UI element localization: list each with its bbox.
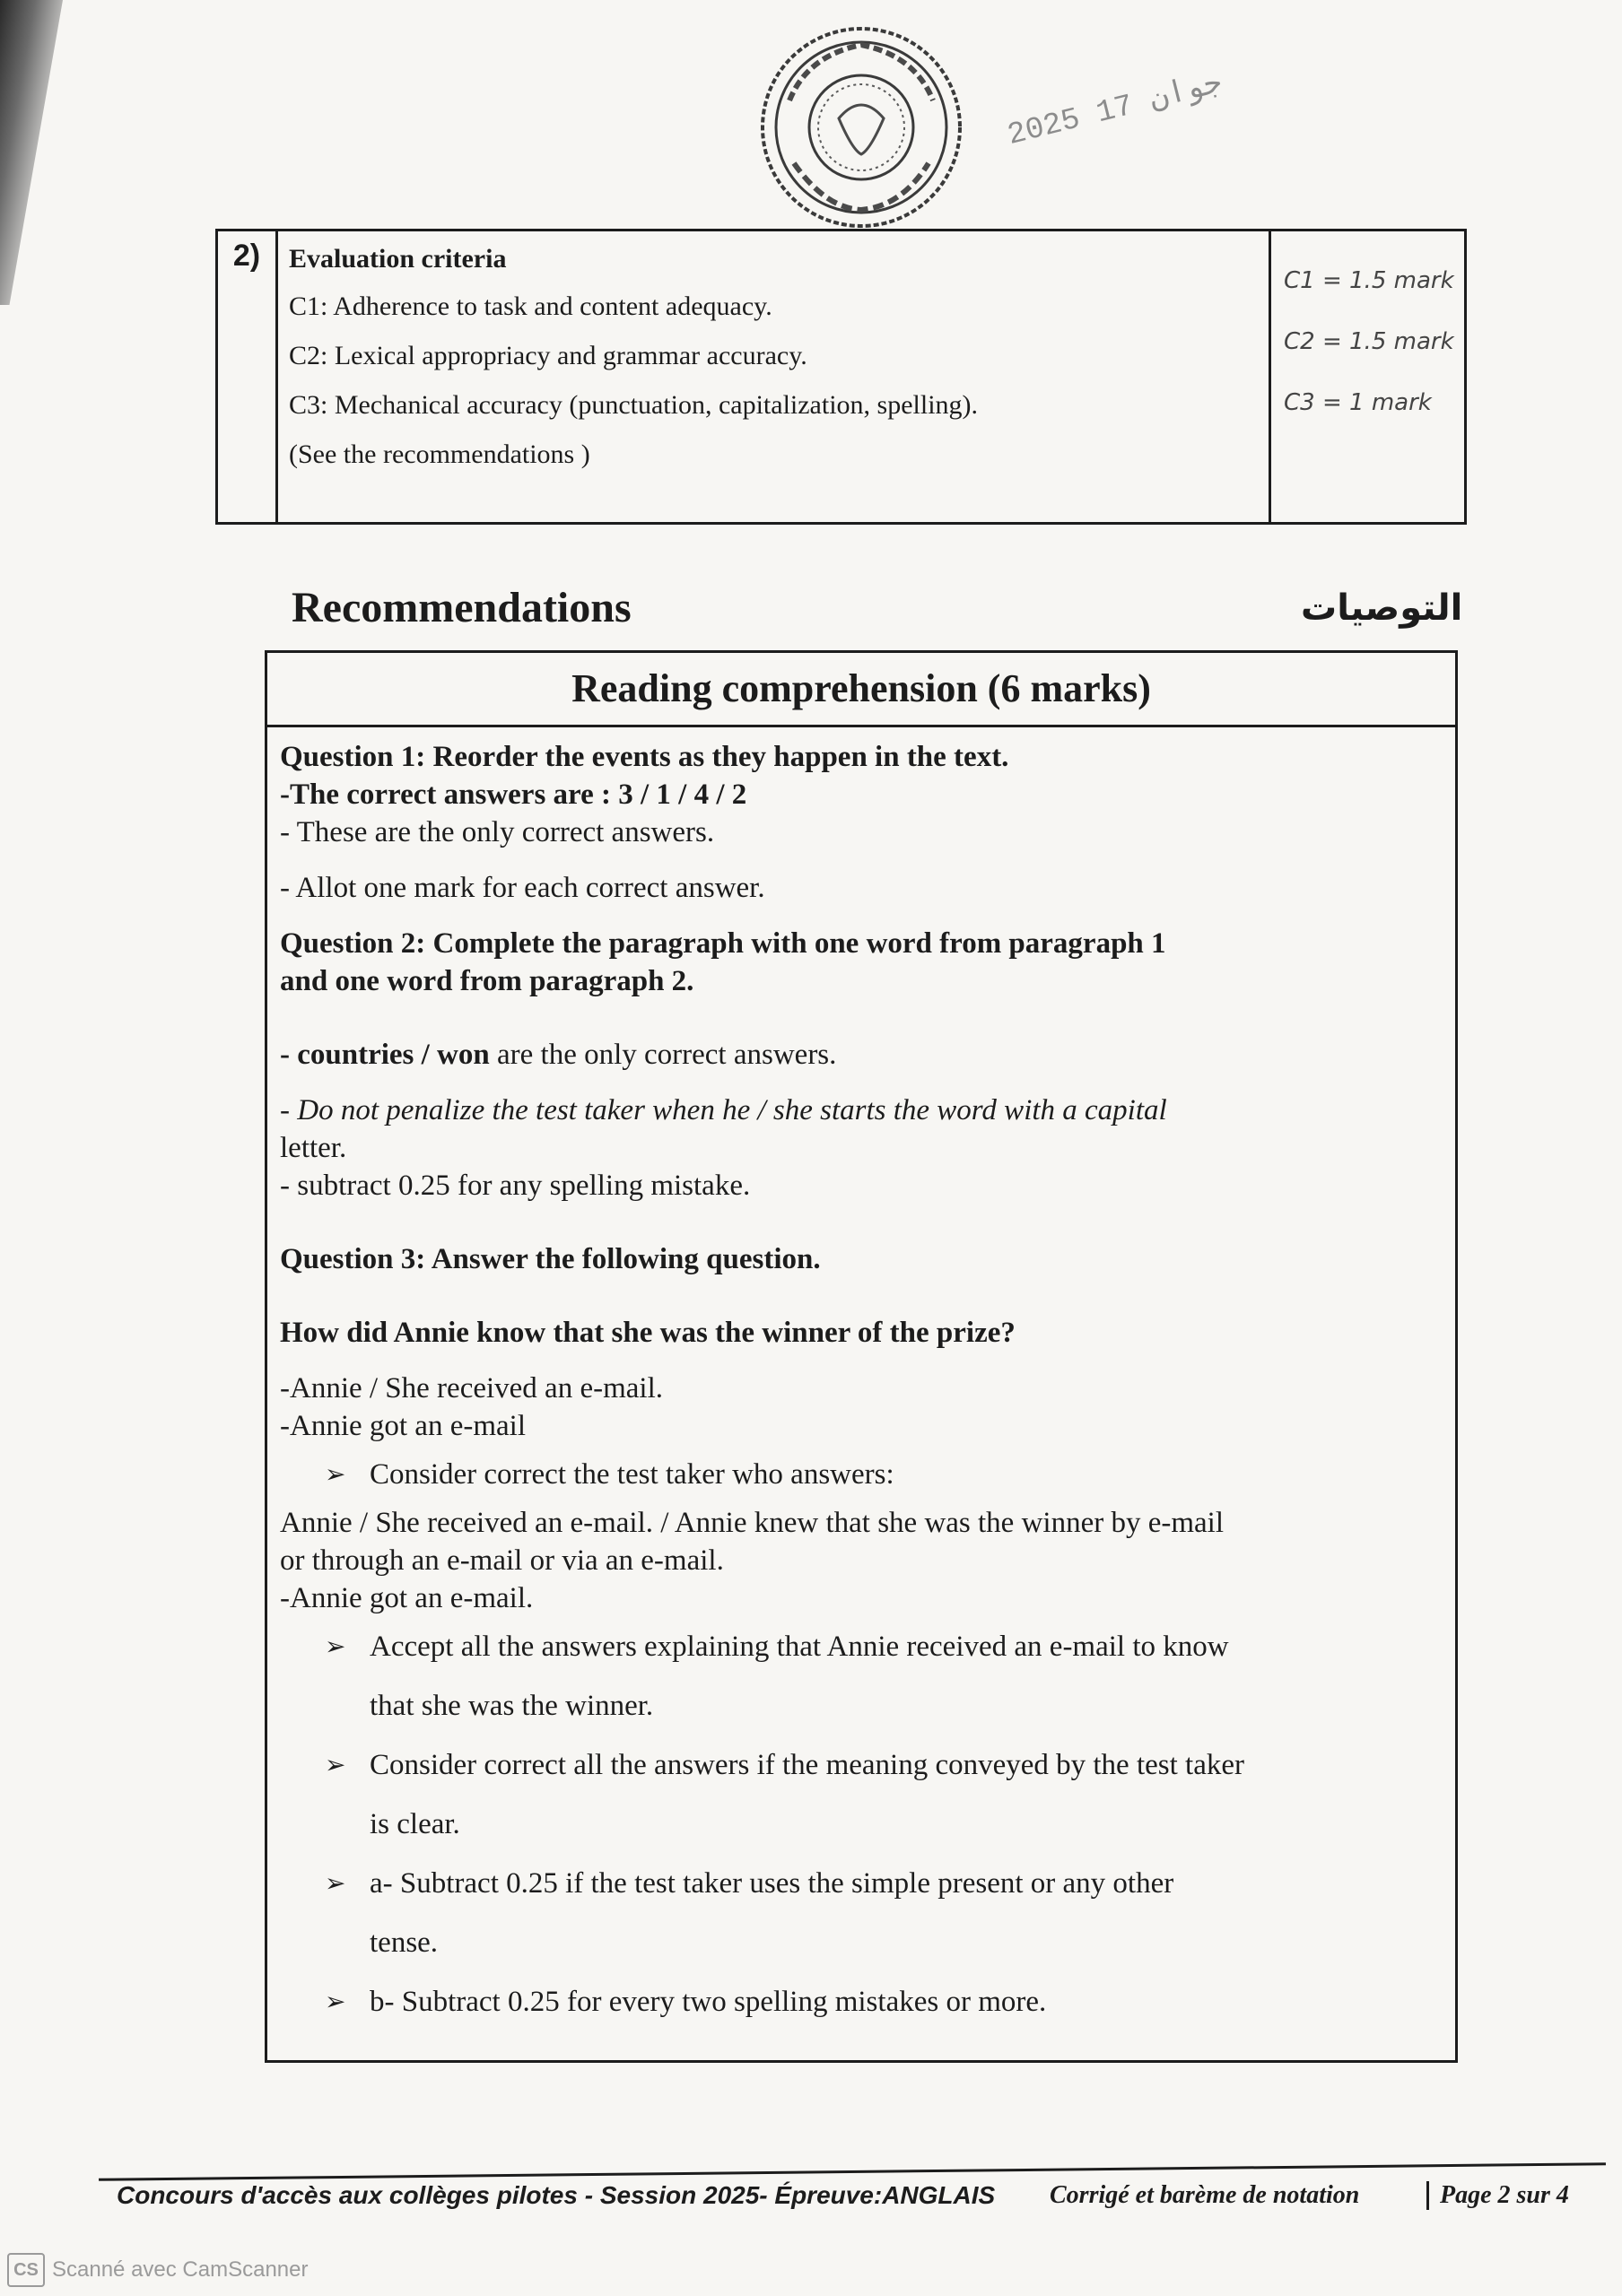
recommendations-content bbox=[267, 727, 1455, 2042]
question-1-answer: -The correct answers are : 3 / 1 / 4 / 2 bbox=[280, 778, 747, 811]
footer-divider bbox=[99, 2162, 1606, 2181]
question-1-title: Question 1: Reorder the events as they happen in the text. bbox=[280, 741, 1009, 773]
question-3-accepted: Annie / She received an e-mail. / Annie knew that she was the winner by e-mail bbox=[280, 1507, 1225, 1539]
criteria-description bbox=[278, 231, 1271, 522]
footer-page-number: Page 2 sur 4 bbox=[1426, 2181, 1569, 2210]
scanner-label: Scanné avec CamScanner bbox=[52, 2257, 309, 2282]
question-2-note: - Do not penalize the test taker when he / she starts the word with a capital bbox=[280, 1094, 1167, 1126]
footer-doc-type: Corrigé et barème de notation bbox=[1050, 2181, 1360, 2209]
criteria-marks bbox=[1271, 231, 1464, 522]
criteria-number: 2) bbox=[218, 231, 278, 522]
question-2-title-cont: and one word from paragraph 2. bbox=[280, 965, 694, 997]
recommendations-box bbox=[265, 650, 1458, 2063]
question-3-accepted: or through an e-mail or via an e-mail. bbox=[280, 1544, 724, 1577]
list-item: ➢ Consider correct all the answers if the meaning conveyed by the test taker is clear. bbox=[325, 1735, 1443, 1854]
arrow-bullet-icon: ➢ bbox=[325, 1631, 346, 1661]
question-2-answer-words: - countries / won bbox=[280, 1039, 490, 1071]
criteria-line-c1: C1: Adherence to task and content adequacy. bbox=[289, 291, 772, 321]
question-3-answer: -Annie / She received an e-mail. bbox=[280, 1372, 663, 1405]
recommendations-title: Recommendations bbox=[292, 584, 632, 631]
arrow-bullet-icon: ➢ bbox=[325, 1750, 346, 1779]
question-1-note: - These are the only correct answers. bbox=[280, 816, 715, 848]
scanner-watermark bbox=[7, 2253, 309, 2287]
arrow-bullet-icon: ➢ bbox=[325, 1868, 346, 1898]
question-3-answer: -Annie got an e-mail bbox=[280, 1410, 526, 1442]
camscanner-logo: CS bbox=[7, 2253, 45, 2287]
date-stamp: 2025 جوان 17 bbox=[1004, 66, 1226, 154]
arrow-bullet-icon: ➢ bbox=[325, 1459, 346, 1489]
arrow-bullet-icon: ➢ bbox=[325, 1987, 346, 2016]
criteria-line-c2: C2: Lexical appropriacy and grammar accuracy. bbox=[289, 341, 807, 370]
question-2-answer-rest: are the only correct answers. bbox=[489, 1039, 837, 1071]
question-1-note: - Allot one mark for each correct answer. bbox=[280, 872, 765, 904]
list-item: ➢ a- Subtract 0.25 if the test taker uses the simple present or any other tense. bbox=[325, 1854, 1443, 1972]
mark-c1: C1 = 1.5 mark bbox=[1284, 267, 1454, 294]
criteria-title: Evaluation criteria bbox=[289, 244, 507, 274]
official-seal-stamp bbox=[754, 20, 969, 235]
list-item: ➢ Accept all the answers explaining that Annie received an e-mail to know that she was the winner. bbox=[325, 1617, 1443, 1735]
question-2-answer bbox=[280, 1036, 1443, 1074]
criteria-line-c3: C3: Mechanical accuracy (punctuation, capitalization, spelling). bbox=[289, 390, 979, 420]
page-footer bbox=[117, 2181, 1597, 2210]
criteria-line-note: (See the recommendations ) bbox=[289, 439, 590, 469]
footer-exam-info: Concours d'accès aux collèges pilotes - Session 2025- Épreuve:ANGLAIS bbox=[117, 2181, 996, 2209]
question-2-note-cont: letter. bbox=[280, 1132, 347, 1164]
question-3-accepted: -Annie got an e-mail. bbox=[280, 1582, 534, 1614]
mark-c3: C3 = 1 mark bbox=[1284, 389, 1432, 416]
page-edge-shadow bbox=[0, 0, 63, 305]
question-3-title: Question 3: Answer the following question. bbox=[280, 1243, 821, 1275]
list-item: ➢ Consider correct the test taker who answers: bbox=[325, 1445, 1443, 1504]
list-item: ➢ b- Subtract 0.25 for every two spelling mistakes or more. bbox=[325, 1972, 1443, 2031]
question-2-note: - subtract 0.25 for any spelling mistake. bbox=[280, 1170, 751, 1202]
recommendations-title-arabic: التوصيات bbox=[1301, 587, 1463, 629]
question-2-title: Question 2: Complete the paragraph with one word from paragraph 1 bbox=[280, 927, 1166, 960]
section-header: Reading comprehension (6 marks) bbox=[267, 653, 1455, 727]
evaluation-criteria-table bbox=[215, 229, 1467, 525]
question-3-question: How did Annie know that she was the winner of the prize? bbox=[280, 1317, 1016, 1349]
mark-c2: C2 = 1.5 mark bbox=[1284, 328, 1454, 355]
